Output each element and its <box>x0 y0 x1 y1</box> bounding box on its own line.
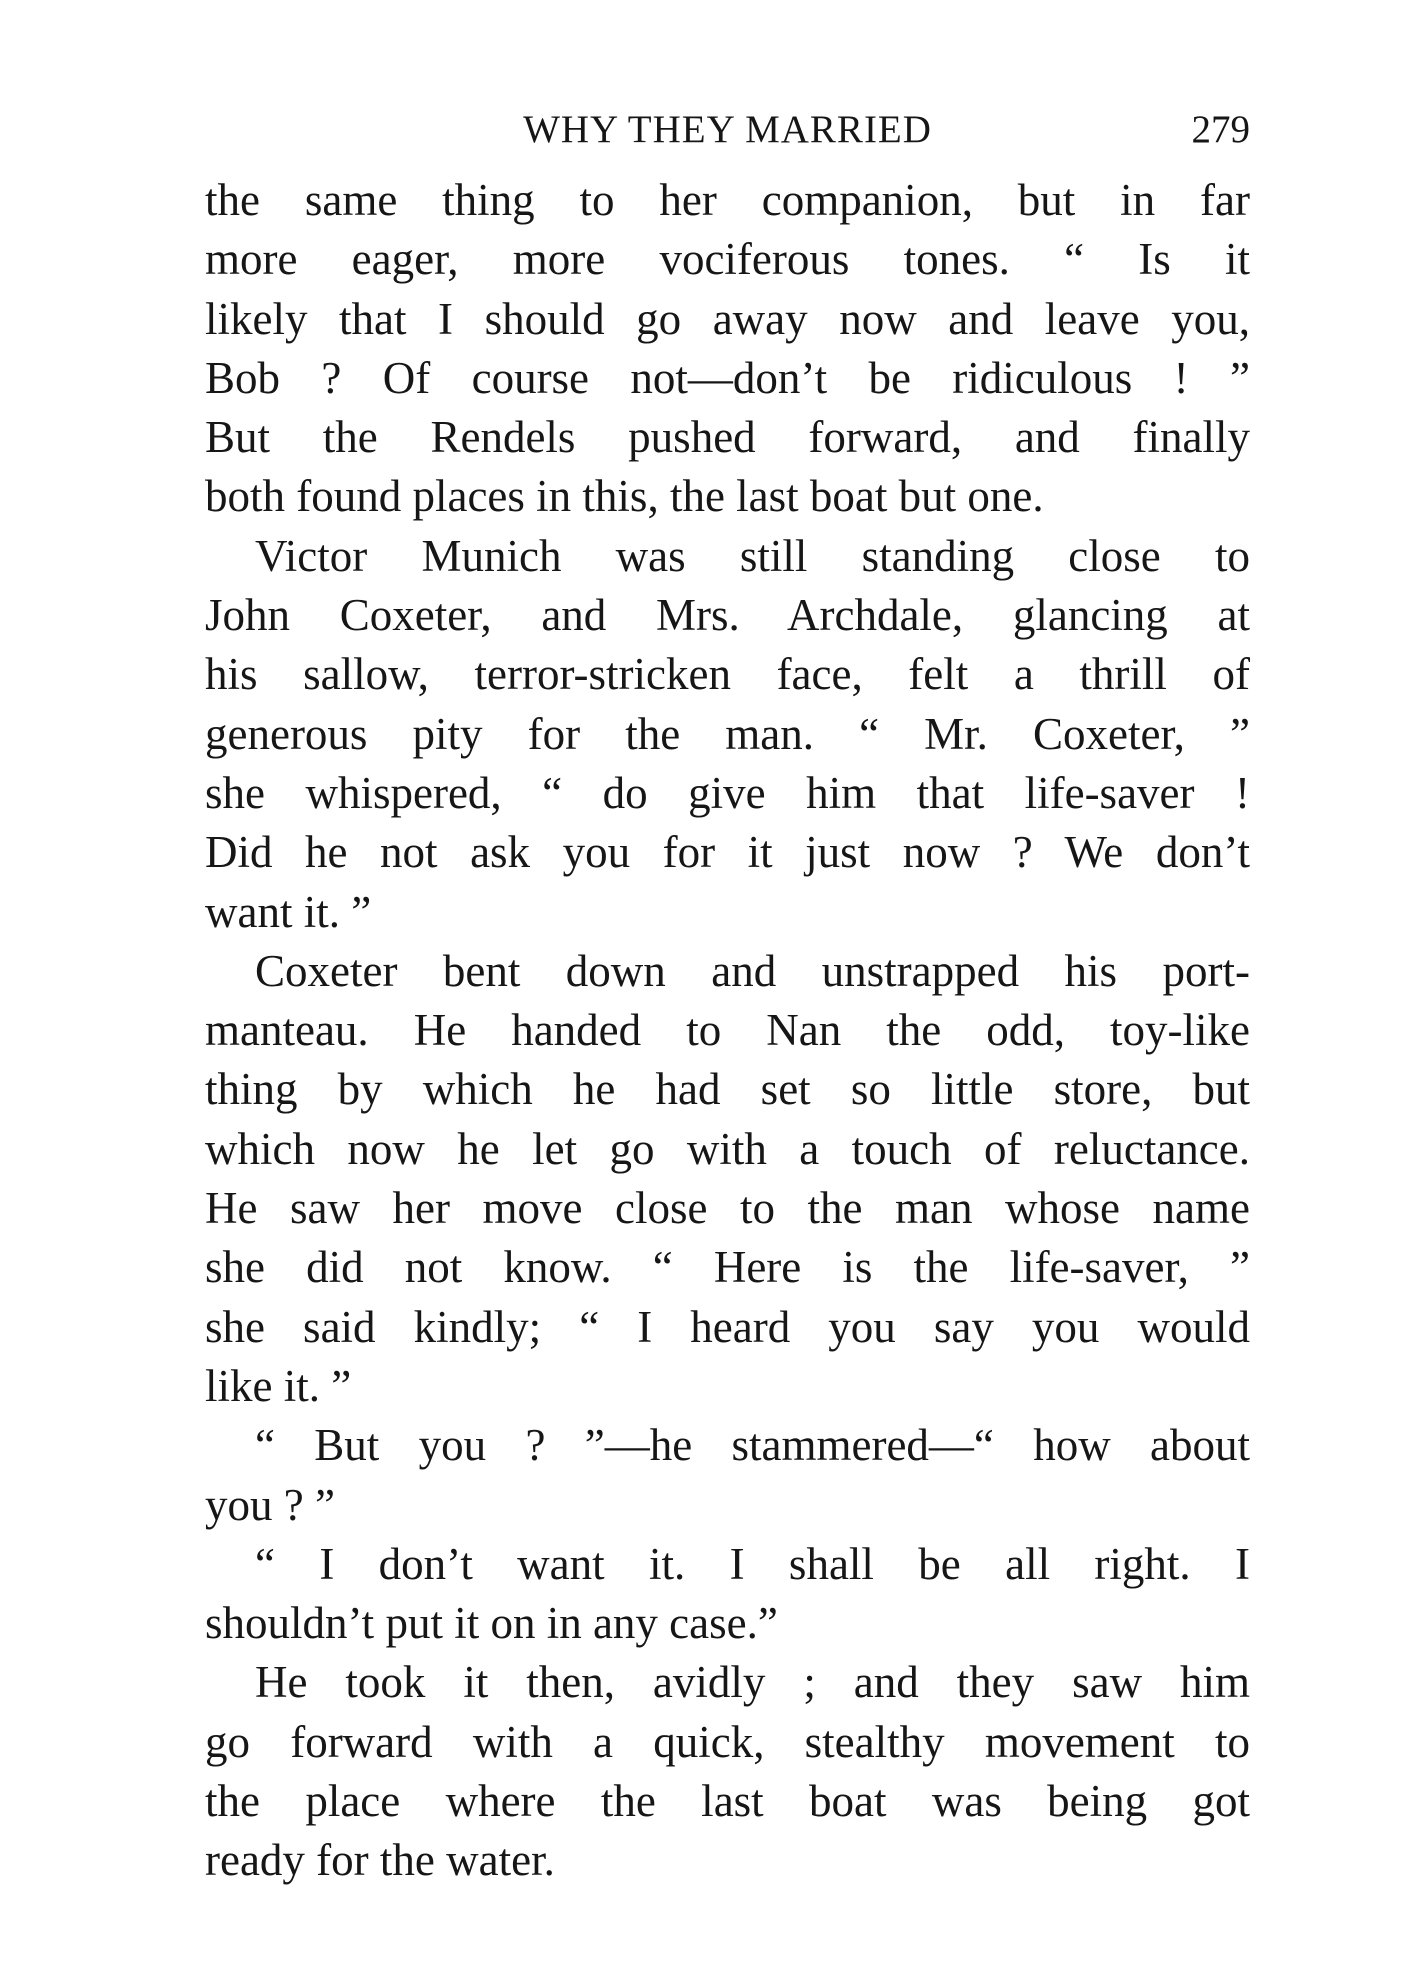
text-line: you ? ” <box>205 1479 335 1530</box>
text-line: the place where the last boat was being got <box>205 1776 1250 1827</box>
body-text <box>205 171 1250 1891</box>
text-line: But the Rendels pushed forward, and finally <box>205 412 1250 463</box>
text-line: thing by which he had set so little store, but <box>205 1064 1250 1115</box>
text-line: more eager, more vociferous tones. “ Is it <box>205 234 1250 285</box>
text-line: go forward with a quick, stealthy movement to <box>205 1716 1250 1767</box>
text-line: both found places in this, the last boat but one. <box>205 471 1044 522</box>
text-line: manteau. He handed to Nan the odd, toy-like <box>205 1005 1250 1056</box>
text-line: Coxeter bent down and unstrapped his port- <box>255 945 1250 996</box>
text-line: likely that I should go away now and leave you, <box>205 293 1250 344</box>
text-line: Victor Munich was still standing close to <box>255 530 1250 581</box>
text-line: like it. ” <box>205 1360 352 1411</box>
text-line: He saw her move close to the man whose name <box>205 1183 1250 1234</box>
text-line: “ But you ? ”—he stammered—“ how about <box>255 1420 1250 1471</box>
text-line: He took it then, avidly ; and they saw him <box>255 1657 1250 1708</box>
running-head <box>205 100 1250 160</box>
text-line: Bob ? Of course not—don’t be ridiculous ! ” <box>205 352 1250 403</box>
text-line: his sallow, terror-stricken face, felt a thrill of <box>205 649 1250 700</box>
text-line: John Coxeter, and Mrs. Archdale, glancing at <box>205 590 1250 641</box>
text-line: Did he not ask you for it just now ? We don’t <box>205 827 1250 878</box>
text-line: which now he let go with a touch of reluctance. <box>205 1123 1250 1174</box>
text-line: ready for the water. <box>205 1835 555 1886</box>
text-line: generous pity for the man. “ Mr. Coxeter, ” <box>205 708 1250 759</box>
running-title: WHY THEY MARRIED <box>523 108 932 151</box>
text-line: “ I don’t want it. I shall be all right. I <box>255 1538 1250 1589</box>
text-line: she said kindly; “ I heard you say you would <box>205 1301 1250 1352</box>
text-line: she did not know. “ Here is the life-saver, ” <box>205 1242 1250 1293</box>
text-line: shouldn’t put it on in any case.” <box>205 1598 778 1649</box>
text-line: the same thing to her companion, but in far <box>205 175 1250 225</box>
text-line: want it. ” <box>205 886 372 937</box>
text-line: she whispered, “ do give him that life-saver ! <box>205 767 1250 818</box>
page-number: 279 <box>1191 108 1250 151</box>
